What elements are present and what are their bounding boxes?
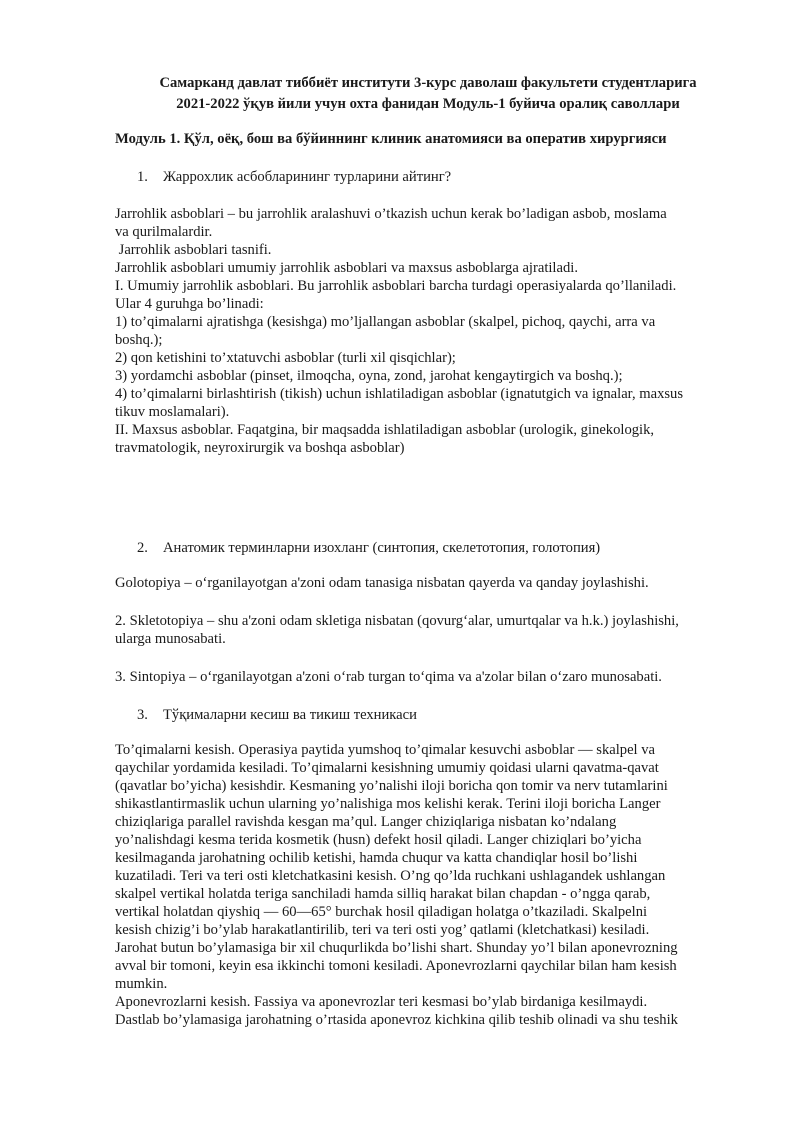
question-1-number: 1.: [137, 169, 148, 185]
answer-line: avval bir tomoni, keyin esa ikkinchi tomoni kesiladi. Aponevrozlarni qaychilar bilan ham kesish: [115, 958, 677, 974]
skletotopiya-paragraph: [115, 612, 745, 648]
answer-line: ularga munosabati.: [115, 631, 226, 647]
answer-line: shikastlantirmaslik uchun ularning yo’nalishiga mos kelishi kerak. Terini iloji boricha Langer: [115, 796, 661, 812]
answer-line: 1) to’qimalarni ajratishga (kesishga) mo’ljallangan asboblar (skalpel, pichoq, qaychi, arra va: [115, 314, 656, 330]
module-heading: Модуль 1. Қўл, оёқ, бош ва бўйиннинг клиник анатомияси ва оператив хирургияси: [115, 131, 667, 147]
question-1-answer: [115, 205, 745, 457]
sintopiya-paragraph: [115, 668, 745, 686]
answer-line: Aponevrozlarni kesish. Fassiya va aponevrozlar teri kesmasi bo’ylab birdaniga kesilmaydi.: [115, 994, 648, 1010]
answer-line: 3) yordamchi asboblar (pinset, ilmoqcha, oyna, zond, jarohat kengaytirgich va boshq.);: [115, 368, 623, 384]
answer-line: Golotopiya – o‘rganilayotgan a'zoni odam tanasiga nisbatan qayerda va qanday joylashishi.: [115, 575, 649, 591]
question-3-number: 3.: [137, 707, 148, 723]
question-3-answer: [115, 741, 745, 1029]
document-title: [100, 73, 756, 115]
answer-line: II. Maxsus asboblar. Faqatgina, bir maqsadda ishlatiladigan asboblar (urologik, ginekologik,: [115, 422, 655, 438]
answer-line: kesilmaganda jarohatning ochilib ketishi, hamda chuqur va katta chandiqlar hosil bo’lishi: [115, 850, 638, 866]
question-3: [137, 707, 417, 724]
answer-line: 4) to’qimalarni birlashtirish (tikish) uchun ishlatiladigan asboblar (ignatutgich va ignalar, maxsus: [115, 386, 684, 402]
answer-line: 3. Sintopiya – o‘rganilayotgan a'zoni o‘rab turgan to‘qima va a'zolar bilan o‘zaro munosabati.: [115, 669, 662, 685]
answer-line: 2. Skletotopiya – shu a'zoni odam skletiga nisbatan (qovurg‘alar, umurtqalar va h.k.) joylashishi,: [115, 613, 679, 629]
title-line-2: 2021-2022 ўқув йили учун охта фанидан Модуль-1 буйича оралиқ саволлари: [176, 96, 680, 112]
question-2: [137, 540, 600, 557]
answer-line: boshq.);: [115, 332, 163, 348]
answer-line: 2) qon ketishini to’xtatuvchi asboblar (turli xil qisqichlar);: [115, 350, 456, 366]
answer-line: mumkin.: [115, 976, 168, 992]
answer-line: va qurilmalardir.: [115, 224, 213, 240]
question-1: [137, 169, 451, 186]
title-line-1: Самарканд давлат тиббиёт институти 3-курс даволаш факультети студентларига: [159, 75, 697, 91]
question-2-text: Анатомик терминларни изохланг (синтопия, скелетотопия, голотопия): [163, 540, 601, 556]
answer-line: (qavatlar bo’yicha) kesishdir. Kesmaning yo’nalishi iloji boricha qon tomir va nerv tutamlarini: [115, 778, 668, 794]
question-2-number: 2.: [137, 540, 148, 556]
answer-line: Dastlab bo’ylamasiga jarohatning o’rtasida aponevroz kichkina qilib teshib olinadi va shu teshik: [115, 1012, 678, 1028]
answer-line: yo’nalishdagi kesma terida kosmetik (husn) defekt hosil qiladi. Langer chiziqlari bo’yicha: [115, 832, 642, 848]
answer-line: tikuv moslamalari).: [115, 404, 230, 420]
answer-line: skalpel vertikal holatda teriga sanchiladi hamda silliq harakat bilan chapdan - o’ngga qarab,: [115, 886, 651, 902]
answer-line: Jarrohlik asboblari – bu jarrohlik aralashuvi o’tkazish uchun kerak bo’ladigan asbob, moslama: [115, 206, 667, 222]
answer-line: Jarrohlik asboblari umumiy jarrohlik asboblari va maxsus asboblarga ajratiladi.: [115, 260, 578, 276]
answer-line: I. Umumiy jarrohlik asboblari. Bu jarrohlik asboblari barcha turdagi operasiyalarda qo’llaniladi.: [115, 278, 677, 294]
question-3-text: Тўқималарни кесиш ва тикиш техникаси: [163, 707, 417, 723]
answer-line: travmatologik, neyroxirurgik va boshqa asboblar): [115, 440, 405, 456]
answer-line: Jarrohlik asboblari tasnifi.: [115, 242, 272, 258]
answer-line: Jarohat butun bo’ylamasiga bir xil chuqurlikda bo’lishi shart. Shunday yo’l bilan aponevrozning: [115, 940, 678, 956]
answer-line: vertikal holatdan qiyshiq — 60—65° burchak hosil qiladigan holatga o’tkaziladi. Skalpelni: [115, 904, 648, 920]
answer-line: Ular 4 guruhga bo’linadi:: [115, 296, 264, 312]
answer-line: kuzatiladi. Teri va teri osti kletchatkasini kesish. O’ng qo’lda ruchkani ushlagandek ushlangan: [115, 868, 666, 884]
answer-line: qaychilar yordamida kesiladi. To’qimalarni kesishning umumiy qoidasi ularni qavatma-qavat: [115, 760, 659, 776]
golotopiya-paragraph: [115, 574, 745, 592]
answer-line: To’qimalarni kesish. Operasiya paytida yumshoq to’qimalar kesuvchi asboblar — skalpel va: [115, 742, 656, 758]
question-1-text: Жаррохлик асбобларининг турларини айтинг?: [163, 169, 452, 185]
answer-line: kesish chizig’i bo’ylab harakatlantirilib, teri va teri osti yog’ qatlami (kletchatkasi) kesiladi.: [115, 922, 650, 938]
answer-line: chiziqlariga parallel ravishda kesgan ma’qul. Langer chiziqlariga nisbatan ko’ndalang: [115, 814, 617, 830]
